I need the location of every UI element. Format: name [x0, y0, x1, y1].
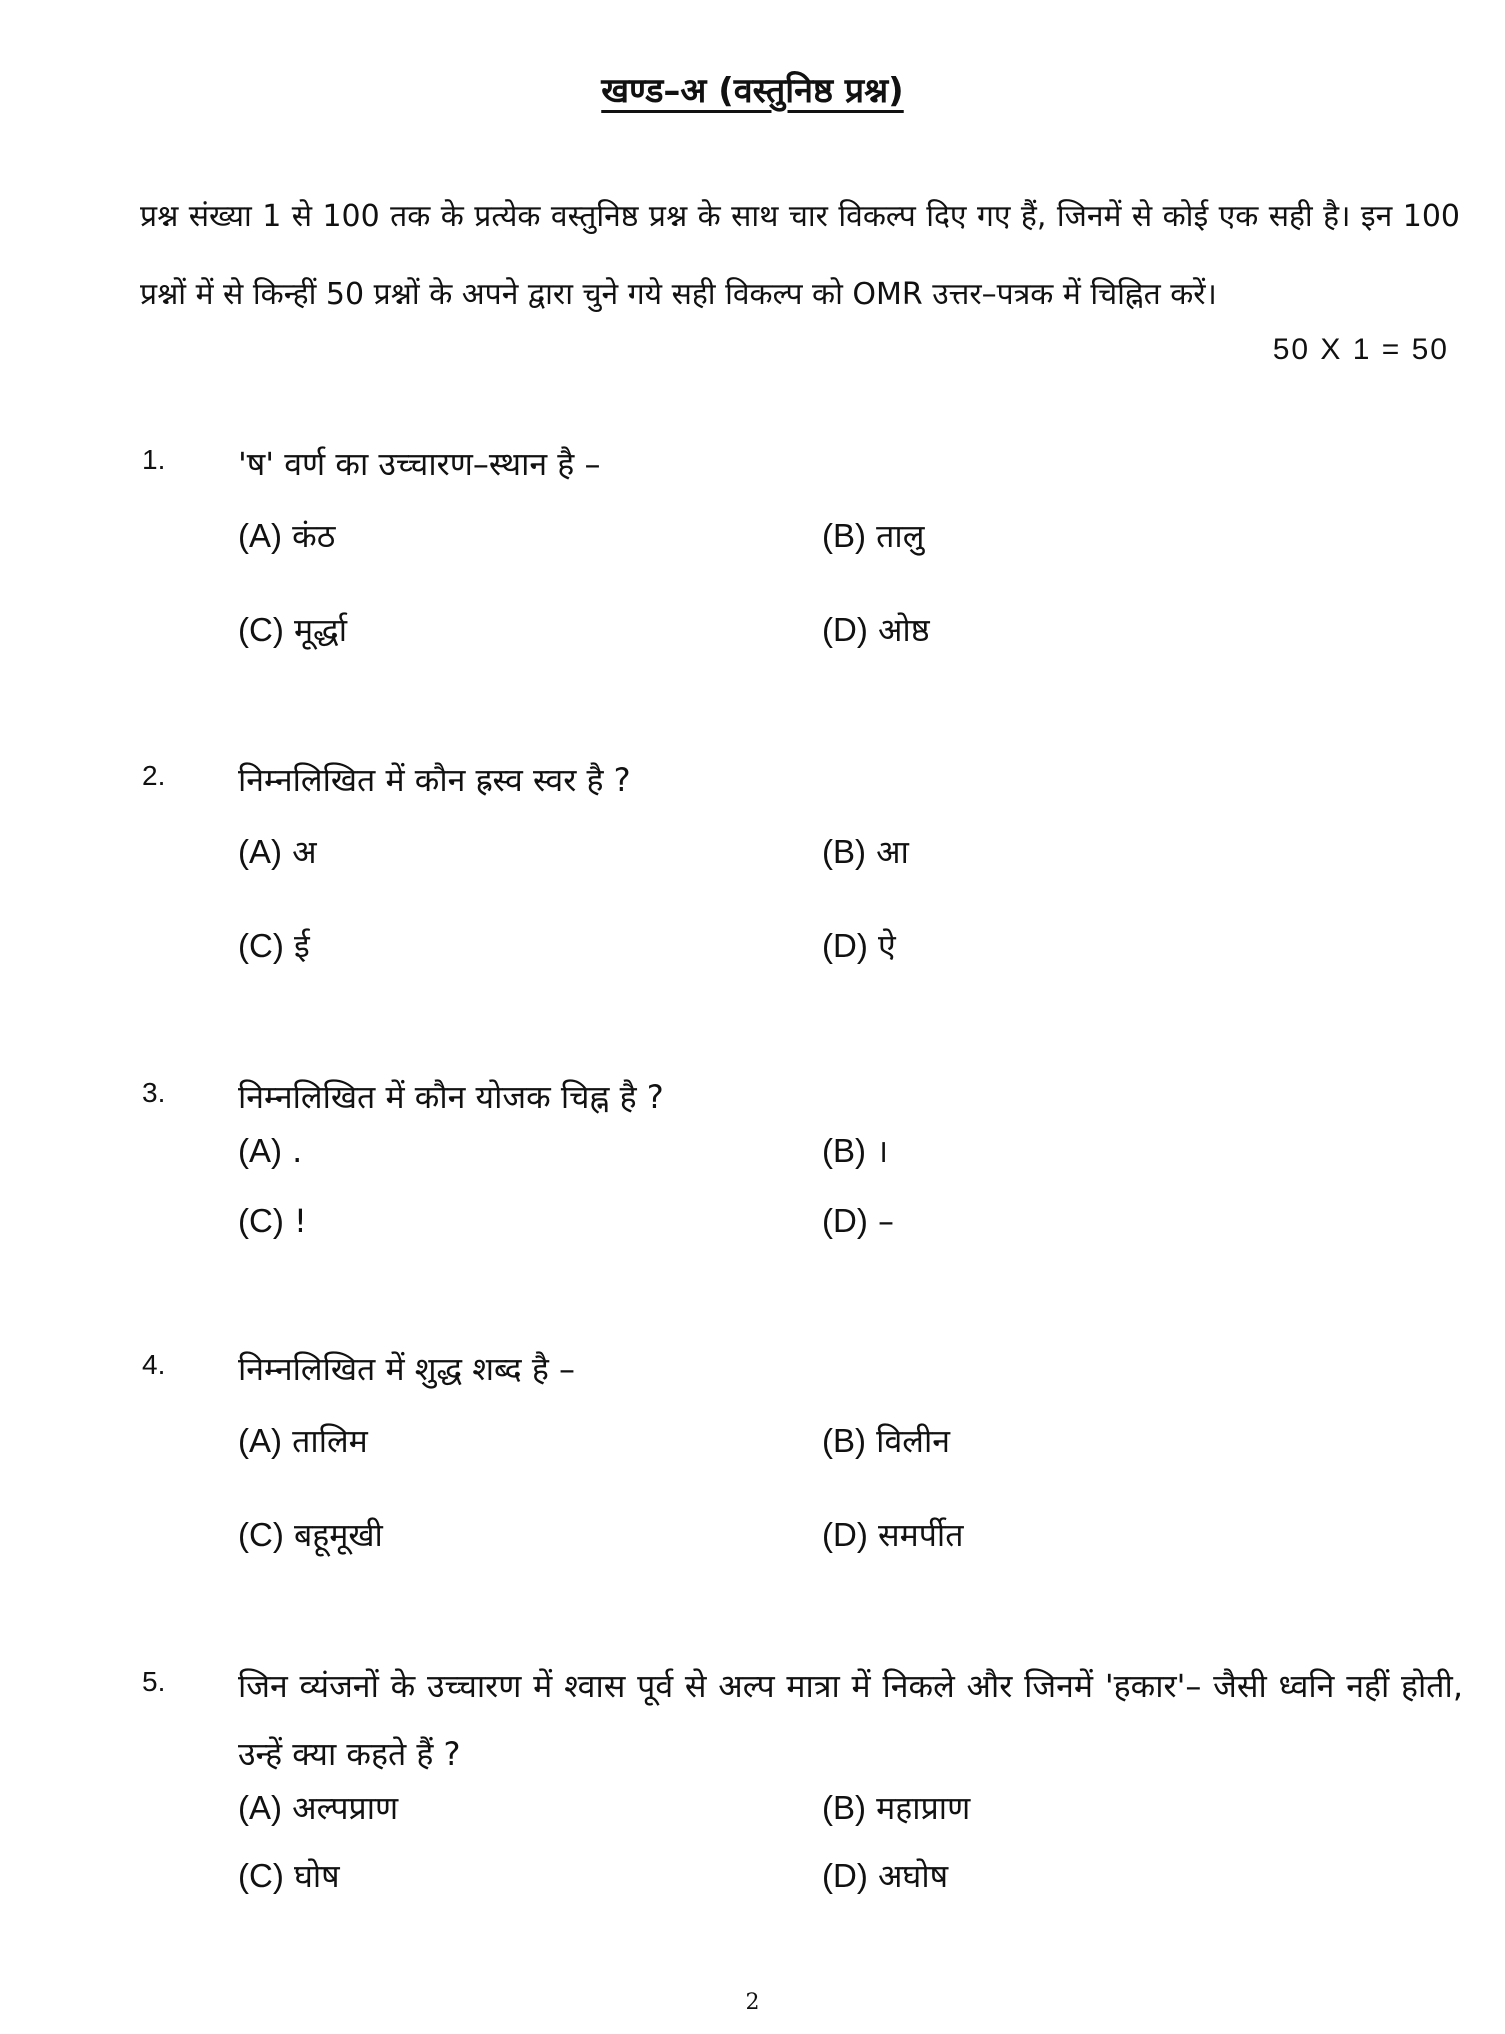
question-number: 1.	[142, 444, 166, 475]
option-letter: (A)	[238, 1789, 282, 1826]
option-letter: (B)	[822, 1422, 866, 1459]
option-b	[822, 1419, 950, 1463]
option-letter: (C)	[238, 1857, 284, 1894]
option-text: मूर्द्धा	[293, 611, 347, 649]
option-d	[822, 1199, 894, 1243]
option-letter: (D)	[822, 927, 868, 964]
option-a	[238, 514, 335, 558]
option-d	[822, 608, 930, 652]
option-letter: (B)	[822, 833, 866, 870]
option-letter: (C)	[238, 1516, 284, 1553]
option-text: विलीन	[876, 1422, 950, 1460]
option-b	[822, 830, 909, 874]
option-text: ।	[876, 1132, 889, 1170]
option-letter: (D)	[822, 1857, 868, 1894]
option-d	[822, 1854, 948, 1898]
question-text: निम्नलिखित में शुद्ध शब्द है –	[238, 1350, 576, 1388]
section-title: खण्ड–अ (वस्तुनिष्ठ प्रश्न)	[601, 71, 904, 111]
option-text: ऐ	[877, 927, 896, 965]
option-text: महाप्राण	[876, 1789, 971, 1827]
option-c	[238, 1199, 307, 1243]
option-letter: (D)	[822, 611, 868, 648]
option-text: कंठ	[292, 517, 336, 555]
option-text: अ	[292, 833, 317, 871]
question-text: जिन व्यंजनों के उच्चारण में श्वास पूर्व से अल्प मात्रा में निकले और जिनमें 'हकार'– जैसी ध्वनि नहीं होती, उन्हें क्या कहते हैं ?	[238, 1667, 1463, 1773]
question-text: निम्नलिखित में कौन योजक चिह्न है ?	[238, 1078, 664, 1116]
option-c	[238, 1513, 383, 1557]
option-a	[238, 1129, 302, 1173]
option-a	[238, 1786, 398, 1830]
option-b	[822, 1786, 970, 1830]
instructions-paragraph: प्रश्न संख्या 1 से 100 तक के प्रत्येक वस्तुनिष्ठ प्रश्न के साथ चार विकल्प दिए गए हैं, जिनमें से कोई एक सही है। इन 100 प्रश्नों में से किन्हीं 50 प्रश्नों के अपने द्वारा चुने गये सही विकल्प को OMR उत्तर–पत्रक में चिह्नित करें।	[140, 199, 1460, 312]
option-letter: (D)	[822, 1516, 868, 1553]
option-text: बहूमूखी	[293, 1516, 383, 1554]
option-letter: (C)	[238, 1202, 284, 1239]
option-text: तालु	[876, 517, 925, 555]
option-letter: (A)	[238, 1132, 282, 1169]
option-text: तालिम	[292, 1422, 368, 1460]
option-letter: (B)	[822, 517, 866, 554]
option-text: समर्पीत	[877, 1516, 964, 1554]
option-letter: (A)	[238, 1422, 282, 1459]
question-number: 5.	[142, 1666, 166, 1697]
question-text: निम्नलिखित में कौन ह्रस्व स्वर है ?	[238, 761, 631, 799]
option-a	[238, 830, 317, 874]
option-d	[822, 924, 896, 968]
option-c	[238, 608, 347, 652]
option-text: ओष्ठ	[877, 611, 930, 649]
option-text: ई	[293, 927, 310, 965]
option-a	[238, 1419, 368, 1463]
option-text: घोष	[293, 1857, 340, 1895]
option-text: !	[293, 1202, 307, 1240]
option-letter: (B)	[822, 1132, 866, 1169]
option-text: आ	[876, 833, 909, 871]
option-letter: (C)	[238, 611, 284, 648]
option-letter: (A)	[238, 833, 282, 870]
question-number: 2.	[142, 760, 166, 791]
option-letter: (B)	[822, 1789, 866, 1826]
option-c	[238, 924, 310, 968]
option-d	[822, 1513, 963, 1557]
option-text: अघोष	[877, 1857, 949, 1895]
option-text: –	[877, 1202, 894, 1240]
question-text: 'ष' वर्ण का उच्चारण–स्थान है –	[238, 445, 601, 483]
option-b	[822, 1129, 888, 1173]
question-number: 4.	[142, 1349, 166, 1380]
option-text: .	[292, 1132, 303, 1170]
option-text: अल्पप्राण	[292, 1789, 399, 1827]
option-letter: (C)	[238, 927, 284, 964]
option-c	[238, 1854, 340, 1898]
option-letter: (A)	[238, 517, 282, 554]
option-b	[822, 514, 924, 558]
question-number: 3.	[142, 1077, 166, 1108]
page-number: 2	[745, 1990, 760, 2015]
marks-scheme: 50 X 1 = 50	[1272, 333, 1449, 366]
option-letter: (D)	[822, 1202, 868, 1239]
